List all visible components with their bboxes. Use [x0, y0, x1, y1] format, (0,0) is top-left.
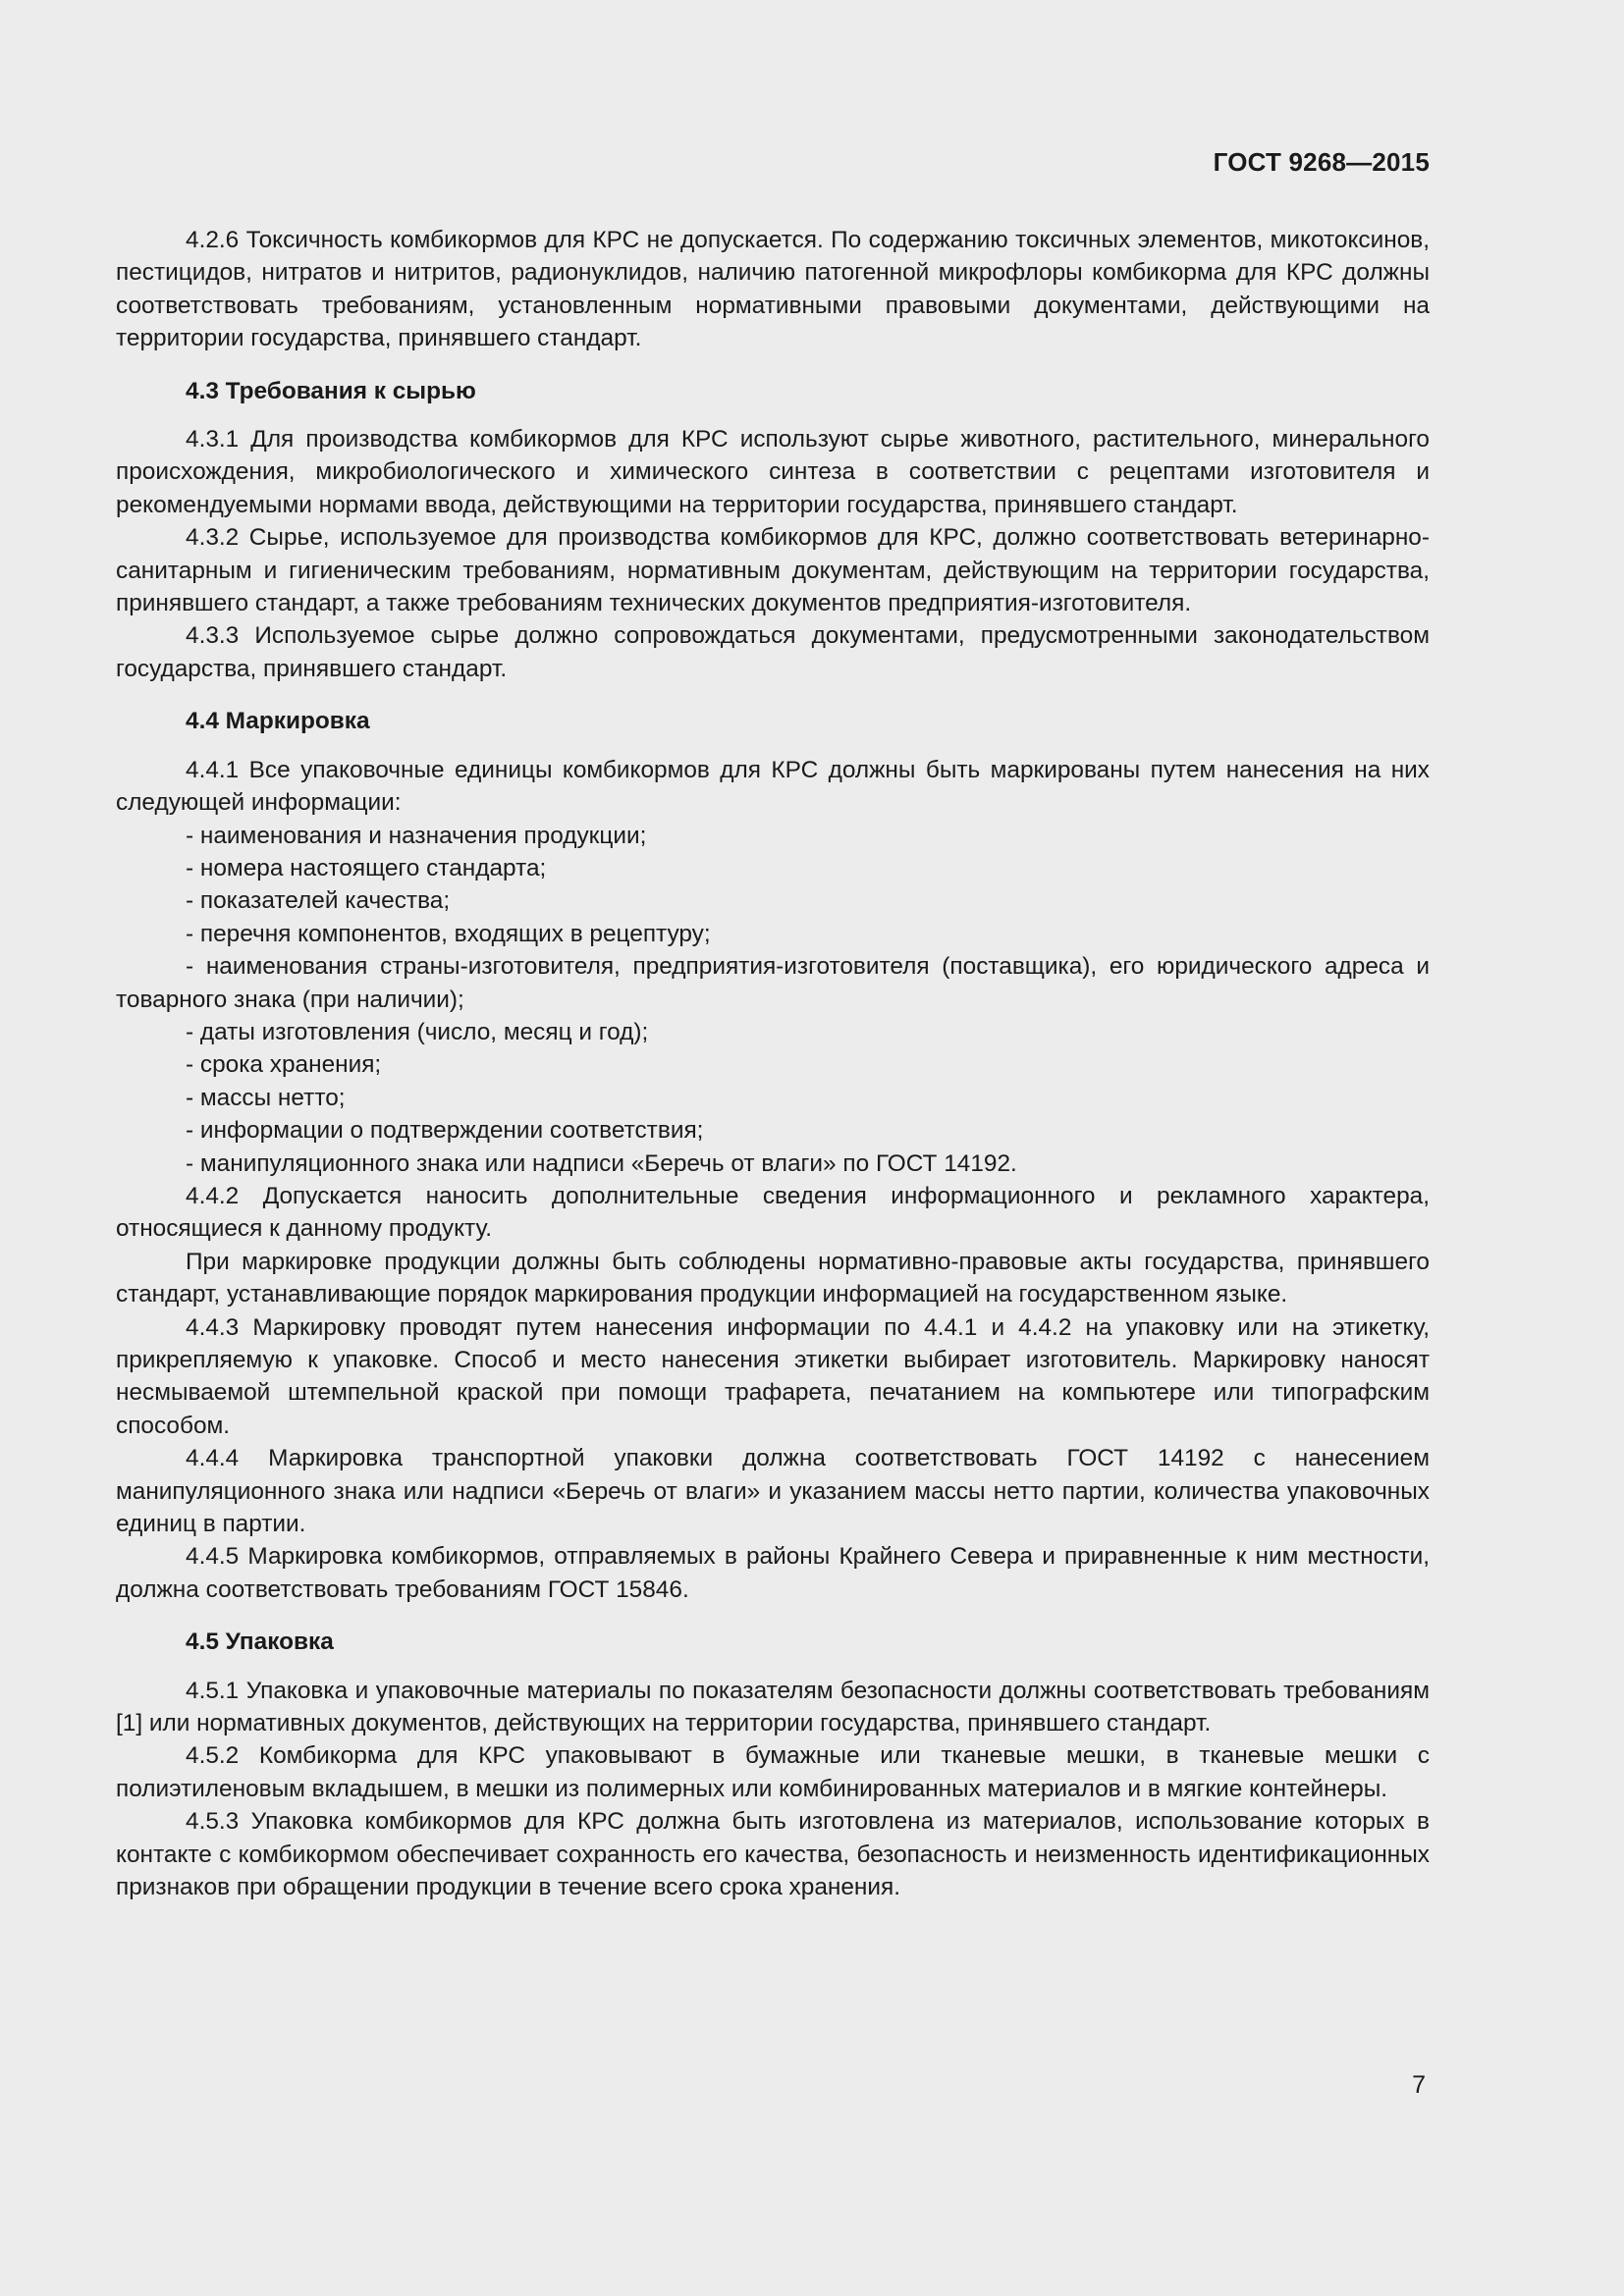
- para-4-5-2: 4.5.2 Комбикорма для КРС упаковывают в бумажные или тканевые мешки, в тканевые мешки с полиэтиленовым вкладышем, в мешки из полимерных или комбинированных материалов и в мягкие контейнеры.: [116, 1742, 1430, 1802]
- para-4-2-6: 4.2.6 Токсичность комбикормов для КРС не допускается. По содержанию токсичных элементов, микотоксинов, пестицидов, нитратов и нитритов, радионуклидов, наличию патогенной микрофлоры комбикорма для КРС должны соответствовать требованиям, установленным нормативными правовыми документами, действующими на территории государства, принявшего стандарт.: [116, 227, 1430, 352]
- list-item: - наименования страны-изготовителя, предприятия-изготовителя (поставщика), его юридического адреса и товарного знака (при наличии);: [116, 953, 1430, 1013]
- para-4-5-3: 4.5.3 Упаковка комбикормов для КРС должна быть изготовлена из материалов, использование которых в контакте с комбикормом обеспечивает сохранность его качества, безопасность и неизменность идентификационных признаков при обращении продукции в течение всего срока хранения.: [116, 1808, 1430, 1901]
- para-4-3-2: 4.3.2 Сырье, используемое для производства комбикормов для КРС, должно соответствовать ветеринарно-санитарным и гигиеническим требованиям, нормативным документам, действующим на территории государства, принявшего стандарт, а также требованиям технических документов предприятия-изготовителя.: [116, 524, 1430, 617]
- para-4-3-3: 4.3.3 Используемое сырье должно сопровождаться документами, предусмотренными законодательством государства, принявшего стандарт.: [116, 622, 1430, 682]
- para-4-4-4: 4.4.4 Маркировка транспортной упаковки должна соответствовать ГОСТ 14192 с нанесением манипуляционного знака или надписи «Беречь от влаги» и указанием массы нетто партии, количества упаковочных единиц в партии.: [116, 1445, 1430, 1538]
- para-4-4-2-b: При маркировке продукции должны быть соблюдены нормативно-правовые акты государства, принявшего стандарт, устанавливающие порядок маркирования продукции информацией на государственном языке.: [116, 1248, 1430, 1308]
- heading-4-4: 4.4 Маркировка: [186, 708, 370, 735]
- list-item: - массы нетто;: [186, 1084, 346, 1111]
- list-item: - перечня компонентов, входящих в рецептуру;: [186, 920, 711, 947]
- list-item: - даты изготовления (число, месяц и год);: [186, 1018, 649, 1045]
- list-item: - информации о подтверждении соответствия;: [186, 1117, 704, 1145]
- document-header: ГОСТ 9268—2015: [1213, 147, 1430, 177]
- list-item: - срока хранения;: [186, 1051, 382, 1079]
- para-4-5-1: 4.5.1 Упаковка и упаковочные материалы по показателям безопасности должны соответствовать требованиям [1] или нормативных документов, действующих на территории государства, принявшего стандарт.: [116, 1677, 1430, 1737]
- document-body: [116, 224, 1430, 1904]
- list-item: - номера настоящего стандарта;: [186, 854, 547, 881]
- list-item: - манипуляционного знака или надписи «Беречь от влаги» по ГОСТ 14192.: [186, 1149, 1017, 1177]
- para-4-4-5: 4.4.5 Маркировка комбикормов, отправляемых в районы Крайнего Севера и приравненные к ним местности, должна соответствовать требованиям ГОСТ 15846.: [116, 1543, 1430, 1603]
- para-4-4-3: 4.4.3 Маркировку проводят путем нанесения информации по 4.4.1 и 4.4.2 на упаковку или на этикетку, прикрепляемую к упаковке. Способ и место нанесения этикетки выбирает изготовитель. Маркировку наносят несмываемой штемпельной краской при помощи трафарета, печатанием на компьютере или типографским способом.: [116, 1313, 1430, 1439]
- list-item: - наименования и назначения продукции;: [186, 822, 647, 849]
- page-number: 7: [1412, 2071, 1426, 2099]
- para-4-4-1: 4.4.1 Все упаковочные единицы комбикормов для КРС должны быть маркированы путем нанесения на них следующей информации:: [116, 756, 1430, 817]
- para-4-4-2: 4.4.2 Допускается наносить дополнительные сведения информационного и рекламного характера, относящиеся к данному продукту.: [116, 1182, 1430, 1243]
- list-item: - показателей качества;: [186, 887, 451, 915]
- para-4-3-1: 4.3.1 Для производства комбикормов для КРС используют сырье животного, растительного, минерального происхождения, микробиологического и химического синтеза в соответствии с рецептами изготовителя и рекомендуемыми нормами ввода, действующими на территории государства, принявшего стандарт.: [116, 426, 1430, 518]
- heading-4-5: 4.5 Упаковка: [186, 1629, 334, 1656]
- heading-4-3: 4.3 Требования к сырью: [186, 377, 476, 404]
